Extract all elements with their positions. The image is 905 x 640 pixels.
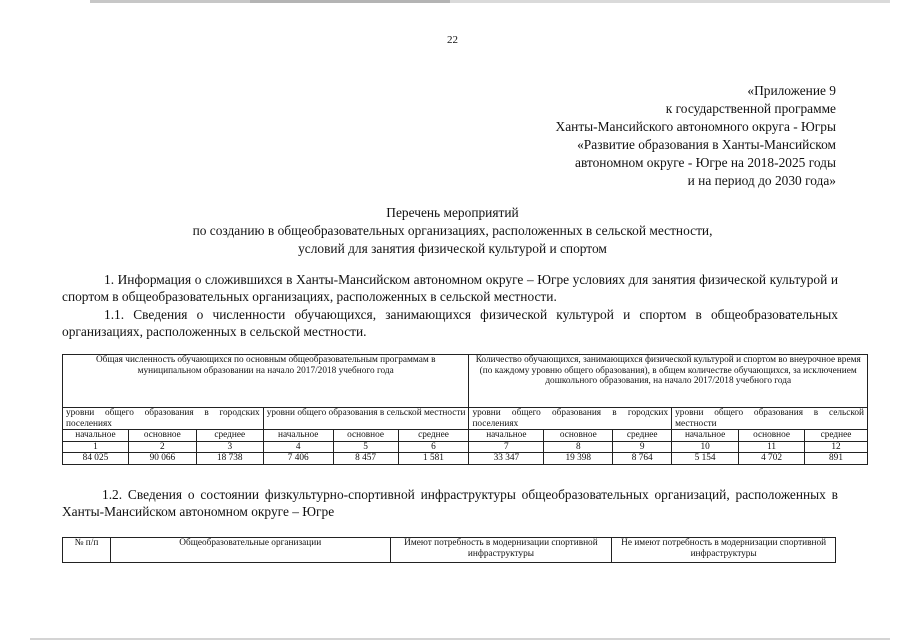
level-cell: начальное xyxy=(469,430,544,442)
level-cell: среднее xyxy=(613,430,672,442)
value-cell: 18 738 xyxy=(196,453,263,465)
level-cell: основное xyxy=(128,430,196,442)
scan-top-edge xyxy=(90,0,890,3)
paragraph-1 xyxy=(62,271,838,305)
column-number: 1 xyxy=(63,441,129,453)
infrastructure-table xyxy=(62,537,836,563)
level-cell: среднее xyxy=(398,430,469,442)
paragraph-1-1 xyxy=(62,306,838,340)
column-number: 8 xyxy=(544,441,613,453)
value-cell: 5 154 xyxy=(672,453,739,465)
subheader-rural: уровни общего образования в сельской местности xyxy=(263,408,469,430)
appendix-block xyxy=(556,82,836,190)
table-levels-row xyxy=(63,430,868,442)
header-cell-number: № п/п xyxy=(63,538,111,563)
header-cell-need-modernization: Имеют потребность в модернизации спортивной инфраструктуры xyxy=(390,538,612,563)
table-header-row xyxy=(63,355,868,408)
page-number: 22 xyxy=(447,34,458,46)
value-cell: 19 398 xyxy=(544,453,613,465)
column-number: 2 xyxy=(128,441,196,453)
table-number-row xyxy=(63,441,868,453)
appendix-line: «Развитие образования в Ханты-Мансийском xyxy=(577,137,836,152)
header-cell-sports: Количество обучающихся, занимающихся физической культурой и спортом во внеурочное время (по каждому уровню общего образования), в общем количестве обучающихся, за исключением дошкольного образования, на начало 2017/2018 учебного года xyxy=(469,355,868,408)
paragraph-1-2 xyxy=(62,486,838,520)
appendix-line: Ханты-Мансийского автономного округа - Югры xyxy=(555,119,836,134)
value-cell: 4 702 xyxy=(739,453,805,465)
value-cell: 8 764 xyxy=(613,453,672,465)
column-number: 7 xyxy=(469,441,544,453)
paragraph-1-2-text: 1.2. Сведения о состоянии физкультурно-спортивной инфраструктуры общеобразовательных организаций, расположенных в Ханты-Мансийском автономном округе – Югре xyxy=(62,487,838,519)
column-number: 6 xyxy=(398,441,469,453)
value-cell: 1 581 xyxy=(398,453,469,465)
appendix-line: и на период до 2030 года» xyxy=(687,173,836,188)
level-cell: основное xyxy=(333,430,398,442)
column-number: 12 xyxy=(805,441,868,453)
level-cell: основное xyxy=(739,430,805,442)
title-line: условий для занятия физической культурой и спортом xyxy=(298,241,607,256)
value-cell: 8 457 xyxy=(333,453,398,465)
table-subheader-row xyxy=(63,408,868,430)
column-number: 3 xyxy=(196,441,263,453)
value-cell: 33 347 xyxy=(469,453,544,465)
value-cell: 84 025 xyxy=(63,453,129,465)
title-line: по созданию в общеобразовательных организациях, расположенных в сельской местности, xyxy=(192,223,713,238)
header-cell-total: Общая численность обучающихся по основным общеобразовательным программам в муниципальном образовании на начало 2017/2018 учебного года xyxy=(63,355,469,408)
value-cell: 891 xyxy=(805,453,868,465)
level-cell: начальное xyxy=(672,430,739,442)
column-number: 10 xyxy=(672,441,739,453)
header-cell-no-need-modernization: Не имеют потребность в модернизации спортивной инфраструктуры xyxy=(612,538,836,563)
column-number: 9 xyxy=(613,441,672,453)
column-number: 5 xyxy=(333,441,398,453)
title-line: Перечень мероприятий xyxy=(386,205,519,220)
subheader-urban: уровни общего образования в городских поселениях xyxy=(63,408,264,430)
table-header-row xyxy=(63,538,836,563)
paragraph-1-1-text: 1.1. Сведения о численности обучающихся, занимающихся физической культурой и спортом в общеобразовательных организациях, расположенных в сельской местности. xyxy=(62,307,838,339)
table-row xyxy=(63,453,868,465)
header-cell-organizations: Общеобразовательные организации xyxy=(110,538,390,563)
appendix-line: к государственной программе xyxy=(665,101,836,116)
column-number: 4 xyxy=(263,441,333,453)
level-cell: начальное xyxy=(263,430,333,442)
subheader-rural: уровни общего образования в сельской местности xyxy=(672,408,868,430)
document-title xyxy=(0,204,905,258)
value-cell: 90 066 xyxy=(128,453,196,465)
students-table xyxy=(62,354,868,465)
level-cell: начальное xyxy=(63,430,129,442)
subheader-urban: уровни общего образования в городских поселениях xyxy=(469,408,672,430)
column-number: 11 xyxy=(739,441,805,453)
level-cell: среднее xyxy=(805,430,868,442)
paragraph-1-text: 1. Информация о сложившихся в Ханты-Мансийском автономном округе – Югре условиях для занятия физической культурой и спортом в общеобразовательных организациях, расположенных в сельской местности. xyxy=(62,272,838,304)
level-cell: среднее xyxy=(196,430,263,442)
appendix-line: «Приложение 9 xyxy=(747,83,836,98)
level-cell: основное xyxy=(544,430,613,442)
appendix-line: автономном округе - Югре на 2018-2025 годы xyxy=(575,155,836,170)
value-cell: 7 406 xyxy=(263,453,333,465)
